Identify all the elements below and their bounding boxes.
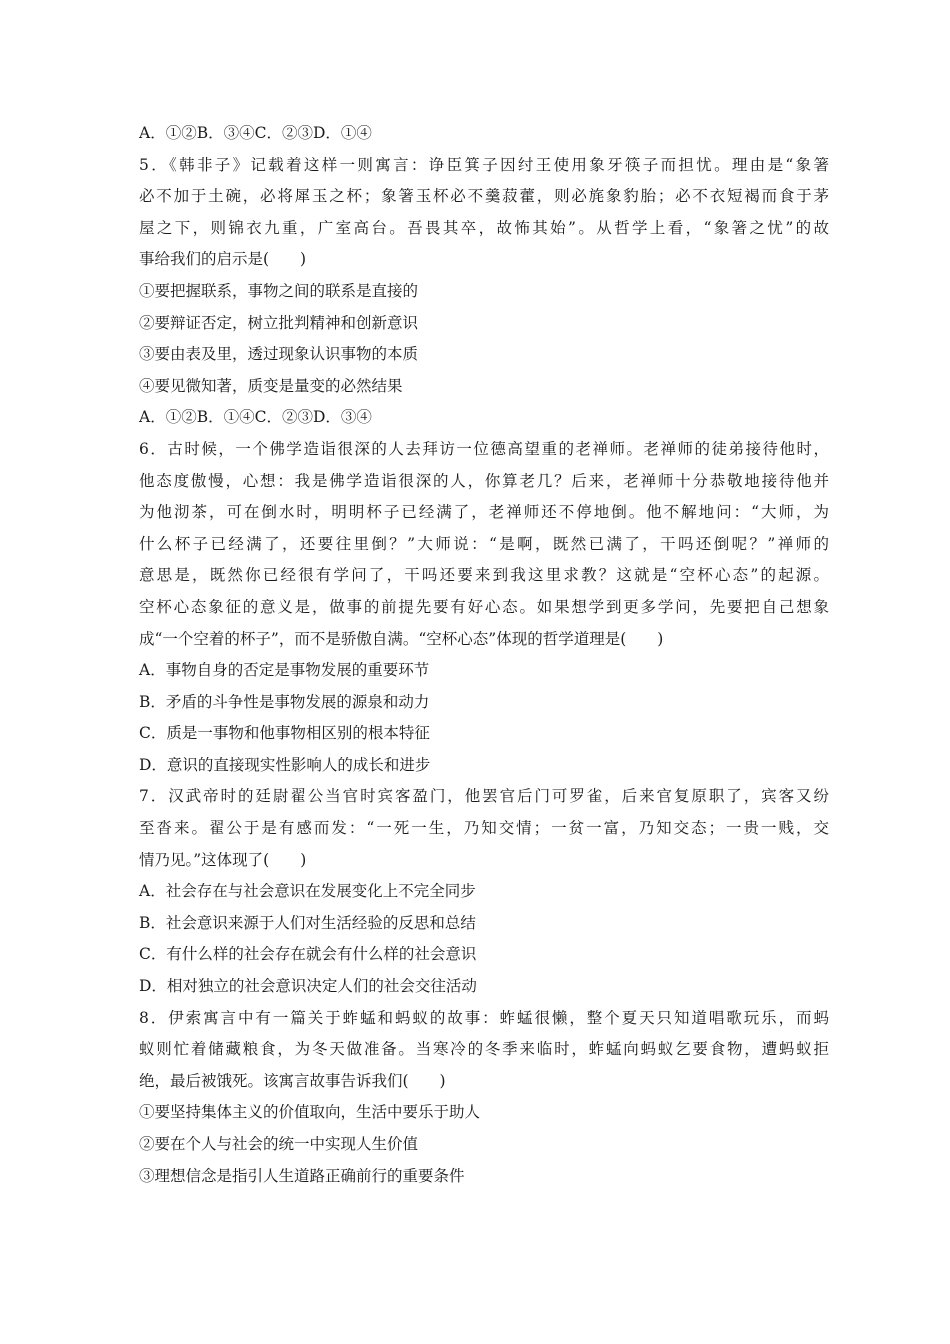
q6-stem-line-4: 什么杯子已经满了，还要往里倒？”大师说：“是啊，既然已满了，干吗还倒呢？”禅师的 — [139, 534, 829, 553]
q5-stem-line-2: 必不加于土碗，必将犀玉之杯；象箸玉杯必不羹菽藿，则必旄象豹胎；必不衣短褐而食于茅 — [139, 187, 829, 206]
q6-stem-line-5: 意思是，既然你已经很有学问了，干吗还要来到我这里求教？这就是“空杯心态”的起源。 — [139, 566, 829, 585]
q5-stem-line-4: 事给我们的启示是( ) — [139, 250, 307, 269]
q6-stem-line-3: 为他沏茶，可在倒水时，明明杯子已经满了，老禅师还不停地倒。他不解地问：“大师，为 — [139, 503, 829, 522]
q6-stem-line-1: 6．古时候，一个佛学造诣很深的人去拜访一位德高望重的老禅师。老禅师的徒弟接待他时， — [139, 439, 829, 458]
q6-stem-line-6: 空杯心态象征的意义是，做事的前提先要有好心态。如果想学到更多学问，先要把自己想象 — [139, 597, 829, 616]
q6-choice-d: D．意识的直接现实性影响人的成长和进步 — [139, 755, 431, 774]
q6-choice-b: B．矛盾的斗争性是事物发展的源泉和动力 — [139, 692, 430, 711]
q5-item-4: ④要见微知著，质变是量变的必然结果 — [139, 376, 403, 395]
q8-item-2: ②要在个人与社会的统一中实现人生价值 — [139, 1135, 419, 1153]
q6-choice-c: C．质是一事物和他事物相区别的根本特征 — [139, 724, 430, 743]
q5-stem-line-3: 屋之下，则锦衣九重，广室高台。吾畏其卒，故怖其始”。从哲学上看，“象箸之忧”的故 — [139, 218, 829, 237]
q5-item-3: ③要由表及里，透过现象认识事物的本质 — [139, 345, 419, 364]
q6-choice-a: A．事物自身的否定是事物发展的重要环节 — [139, 661, 430, 680]
q8-item-3: ③理想信念是指引人生道路正确前行的重要条件 — [139, 1166, 465, 1185]
q6-stem-line-2: 他态度傲慢，心想：我是佛学造诣很深的人，你算老几？后来，老禅师十分恭敬地接待他并 — [139, 471, 829, 490]
document-page — [139, 118, 829, 1192]
question-5 — [139, 150, 829, 434]
q5-stem-line-1: 5．《韩非子》记载着这样一则寓言：诤臣箕子因纣王使用象牙筷子而担忧。理由是“象箸 — [139, 155, 829, 174]
question-8 — [139, 1003, 829, 1193]
q5-options: A．①②B．①④C．②③D．③④ — [139, 408, 372, 427]
q6-stem-line-7: 成“一个空着的杯子”，而不是骄傲自满。“空杯心态”体现的哲学道理是( ) — [139, 629, 664, 648]
q5-item-1: ①要把握联系，事物之间的联系是直接的 — [139, 281, 419, 300]
q8-stem-line-3: 绝，最后被饿死。该寓言故事告诉我们( ) — [139, 1071, 446, 1090]
q8-item-1: ①要坚持集体主义的价值取向，生活中要乐于助人 — [139, 1103, 481, 1122]
question-6 — [139, 434, 829, 782]
q7-stem-line-3: 情乃见。”这体现了( ) — [139, 850, 307, 869]
q7-choice-a: A．社会存在与社会意识在发展变化上不完全同步 — [139, 882, 476, 901]
q8-stem-line-1: 8．伊索寓言中有一篇关于蚱蜢和蚂蚁的故事：蚱蜢很懒，整个夏天只知道唱歌玩乐，而蚂 — [139, 1008, 829, 1027]
q7-stem-line-1: 7．汉武帝时的廷尉翟公当官时宾客盈门，他罢官后门可罗雀，后来官复原职了，宾客又纷 — [139, 787, 829, 806]
q8-stem-line-2: 蚁则忙着储藏粮食，为冬天做准备。当寒冷的冬季来临时，蚱蜢向蚂蚁乞要食物，遭蚂蚁拒 — [139, 1040, 829, 1059]
q5-item-2: ②要辩证否定，树立批判精神和创新意识 — [139, 313, 419, 332]
q7-choice-c: C．有什么样的社会存在就会有什么样的社会意识 — [139, 945, 477, 964]
question-7 — [139, 781, 829, 1002]
q7-stem-line-2: 至沓来。翟公于是有感而发：“一死一生，乃知交情；一贫一富，乃知交态；一贵一贱，交 — [139, 819, 829, 838]
q7-choice-b: B．社会意识来源于人们对生活经验的反思和总结 — [139, 913, 476, 932]
q4-options: A．①②B．③④C．②③D．①④ — [139, 124, 372, 142]
q7-choice-d: D．相对独立的社会意识决定人们的社会交往活动 — [139, 977, 477, 996]
